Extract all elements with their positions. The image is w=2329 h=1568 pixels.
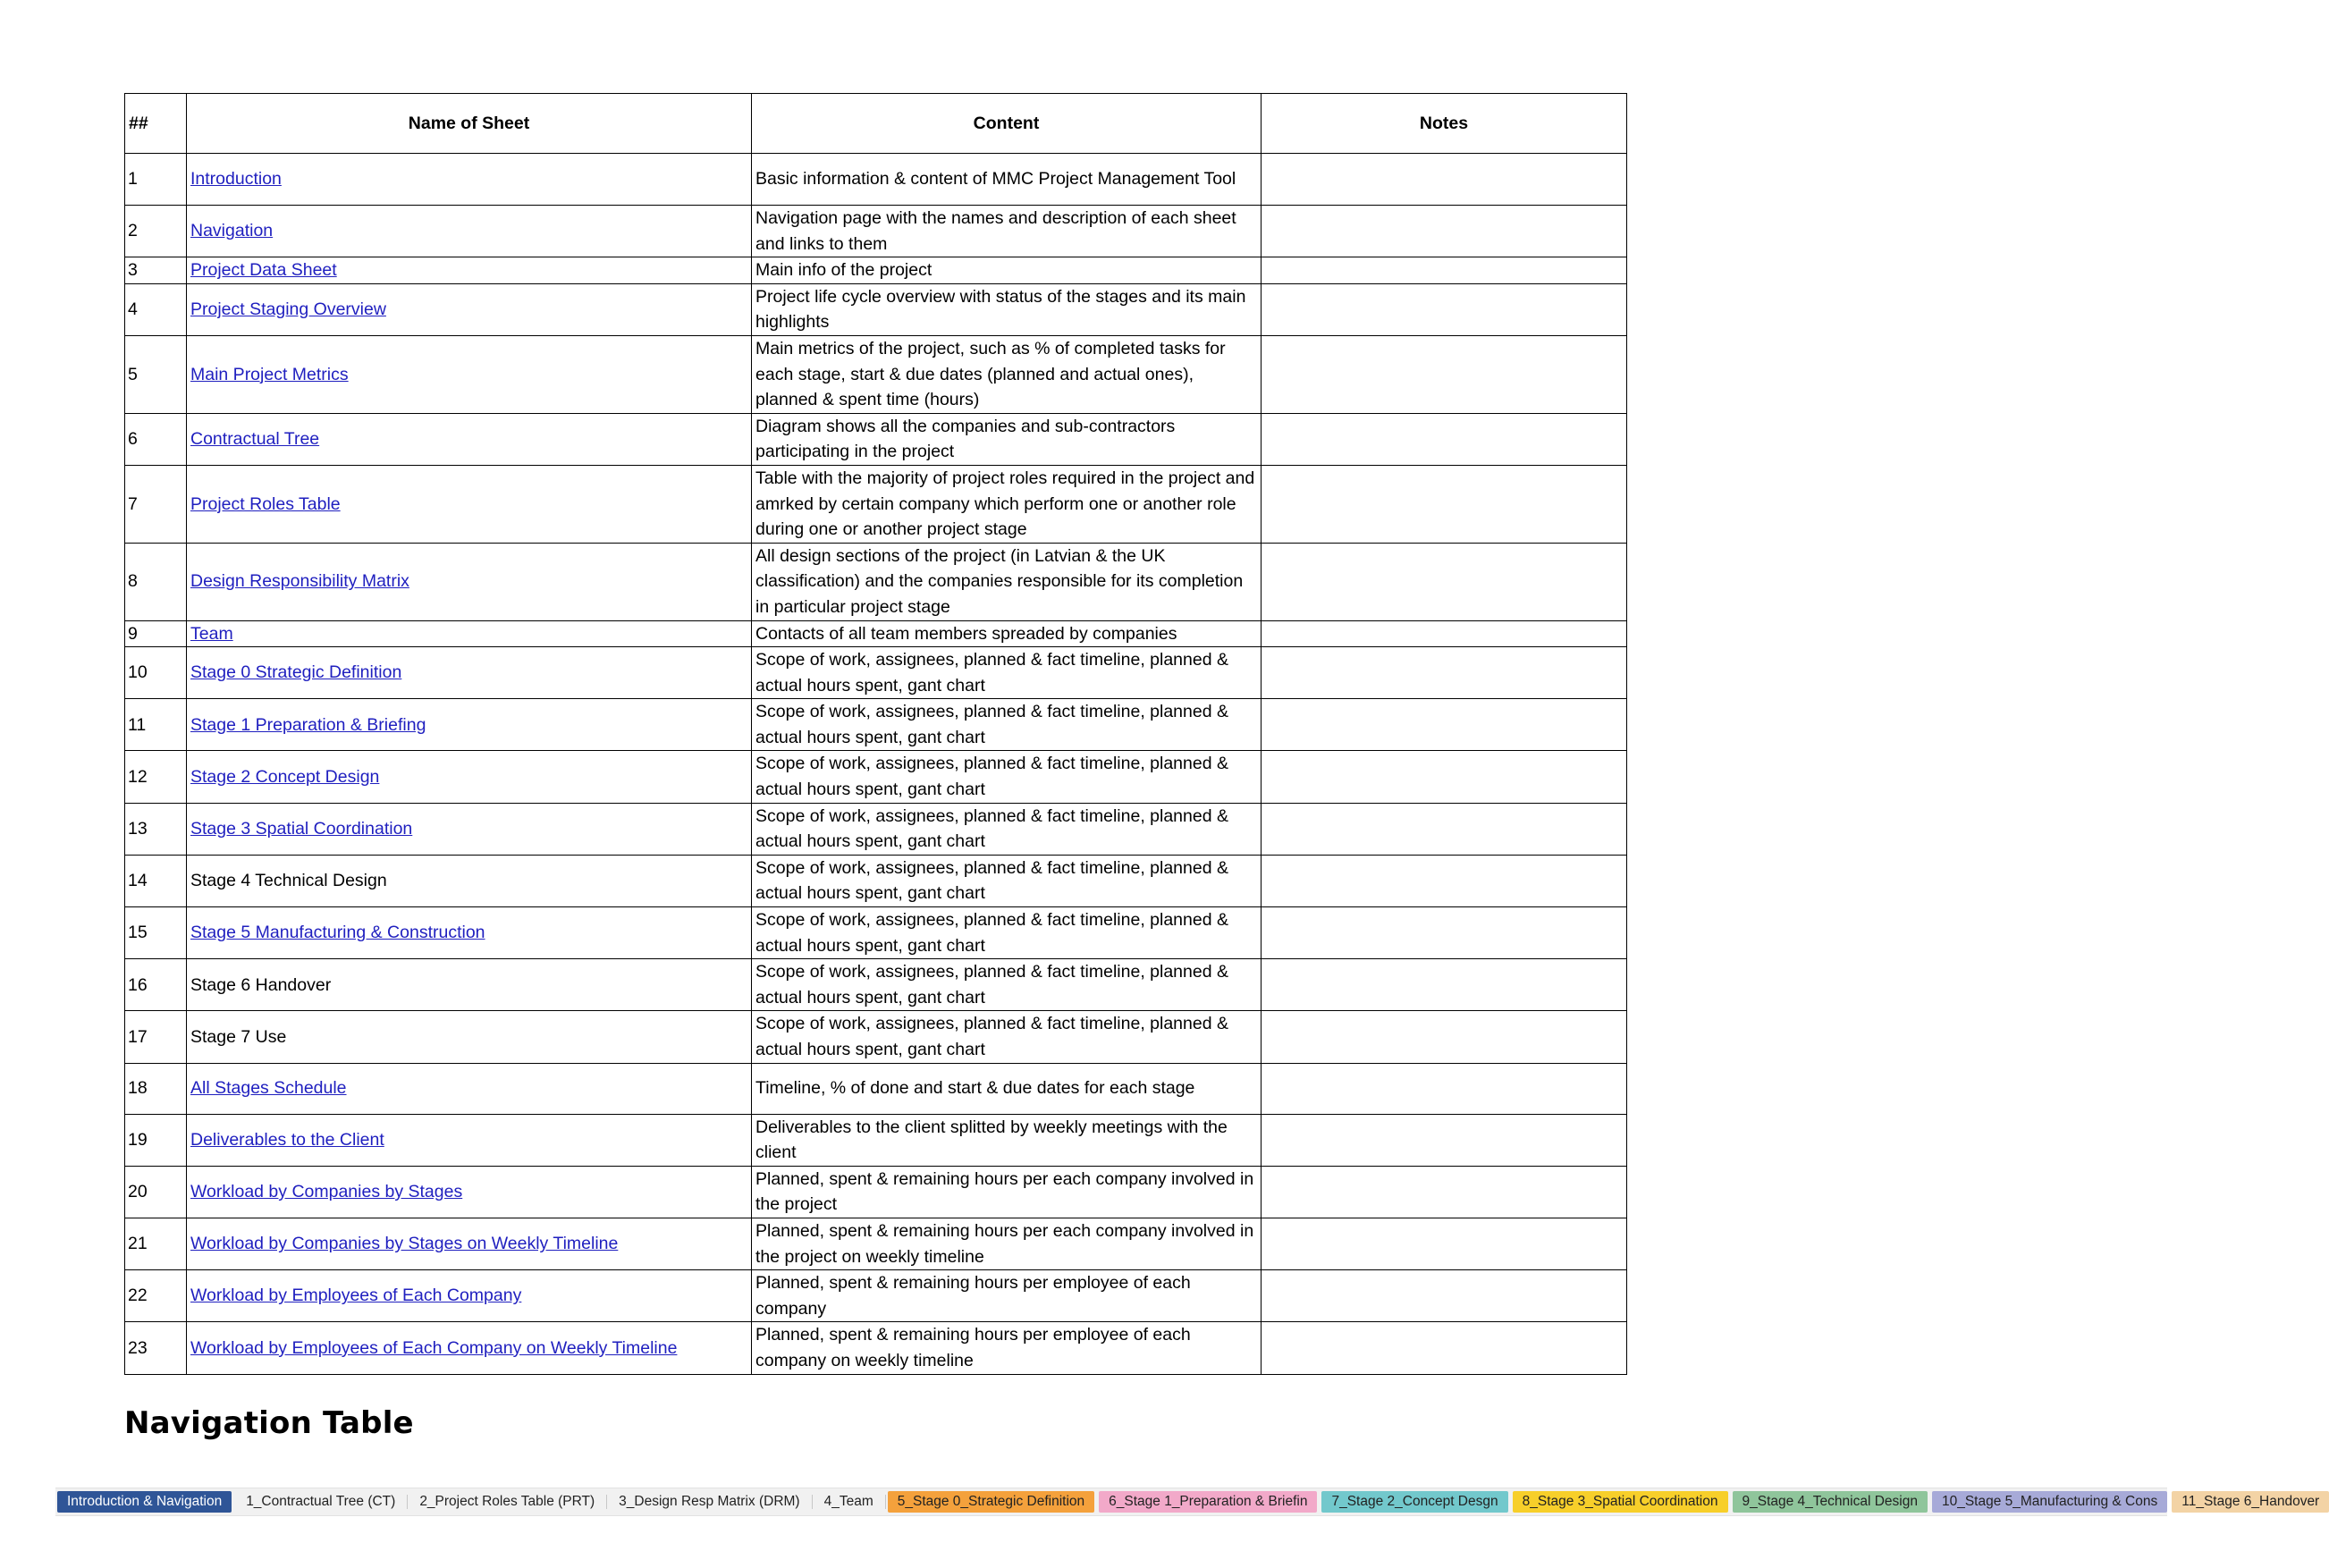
table-row bbox=[125, 1270, 1627, 1322]
table-row bbox=[125, 465, 1627, 543]
row-number: 16 bbox=[125, 959, 187, 1011]
notes-cell[interactable] bbox=[1262, 1322, 1627, 1374]
content-cell: Scope of work, assignees, planned & fact timeline, planned & actual hours spent, gant chart bbox=[752, 1011, 1262, 1063]
sheet-tab[interactable]: 1_Contractual Tree (CT) bbox=[236, 1491, 405, 1513]
sheet-tab[interactable]: 9_Stage 4_Technical Design bbox=[1733, 1491, 1928, 1513]
row-number: 19 bbox=[125, 1114, 187, 1166]
table-row bbox=[125, 855, 1627, 906]
header-number: ## bbox=[125, 94, 187, 154]
sheet-name-cell bbox=[187, 699, 752, 751]
content-cell: Planned, spent & remaining hours per employee of each company bbox=[752, 1270, 1262, 1322]
content-cell: Scope of work, assignees, planned & fact timeline, planned & actual hours spent, gant chart bbox=[752, 751, 1262, 803]
sheet-link[interactable]: Stage 0 Strategic Definition bbox=[190, 662, 402, 683]
sheet-link[interactable]: Team bbox=[190, 623, 233, 644]
notes-cell[interactable] bbox=[1262, 620, 1627, 647]
sheet-tab[interactable]: 6_Stage 1_Preparation & Briefin bbox=[1099, 1491, 1317, 1513]
sheet-tab[interactable]: 10_Stage 5_Manufacturing & Cons bbox=[1932, 1491, 2167, 1513]
sheet-tab[interactable]: 11_Stage 6_Handover bbox=[2172, 1491, 2329, 1513]
content-cell: Scope of work, assignees, planned & fact timeline, planned & actual hours spent, gant chart bbox=[752, 647, 1262, 699]
sheet-name-cell bbox=[187, 907, 752, 959]
sheet-name-cell bbox=[187, 154, 752, 206]
notes-cell[interactable] bbox=[1262, 543, 1627, 620]
row-number: 7 bbox=[125, 465, 187, 543]
content-cell: Navigation page with the names and description of each sheet and links to them bbox=[752, 206, 1262, 257]
row-number: 1 bbox=[125, 154, 187, 206]
notes-cell[interactable] bbox=[1262, 206, 1627, 257]
sheet-name-cell bbox=[187, 335, 752, 413]
notes-cell[interactable] bbox=[1262, 855, 1627, 906]
content-cell: Scope of work, assignees, planned & fact timeline, planned & actual hours spent, gant chart bbox=[752, 907, 1262, 959]
notes-cell[interactable] bbox=[1262, 283, 1627, 335]
sheet-name-cell bbox=[187, 647, 752, 699]
notes-cell[interactable] bbox=[1262, 154, 1627, 206]
row-number: 5 bbox=[125, 335, 187, 413]
table-row bbox=[125, 543, 1627, 620]
header-content: Content bbox=[752, 94, 1262, 154]
table-row bbox=[125, 413, 1627, 465]
table-header-row bbox=[125, 94, 1627, 154]
content-cell: Timeline, % of done and start & due dates for each stage bbox=[752, 1063, 1262, 1114]
row-number: 20 bbox=[125, 1166, 187, 1218]
sheet-link[interactable]: Stage 1 Preparation & Briefing bbox=[190, 714, 426, 735]
content-cell: Contacts of all team members spreaded by companies bbox=[752, 620, 1262, 647]
sheet-link[interactable]: Stage 2 Concept Design bbox=[190, 766, 380, 787]
sheet-tab[interactable]: 8_Stage 3_Spatial Coordination bbox=[1513, 1491, 1728, 1513]
sheet-name-cell bbox=[187, 206, 752, 257]
table-row bbox=[125, 907, 1627, 959]
notes-cell[interactable] bbox=[1262, 907, 1627, 959]
sheet-link[interactable]: Project Data Sheet bbox=[190, 260, 337, 281]
row-number: 2 bbox=[125, 206, 187, 257]
sheet-name-cell bbox=[187, 283, 752, 335]
content-cell: Table with the majority of project roles required in the project and amrked by certain company which perform one or another role during one or another project stage bbox=[752, 465, 1262, 543]
sheet-link[interactable]: Deliverables to the Client bbox=[190, 1129, 384, 1150]
sheet-link[interactable]: Introduction bbox=[190, 169, 282, 190]
sheet-link[interactable]: Project Staging Overview bbox=[190, 299, 386, 320]
notes-cell[interactable] bbox=[1262, 257, 1627, 284]
notes-cell[interactable] bbox=[1262, 1011, 1627, 1063]
table-row bbox=[125, 1114, 1627, 1166]
sheet-link[interactable]: Navigation bbox=[190, 221, 274, 241]
table-row bbox=[125, 803, 1627, 855]
table-row bbox=[125, 257, 1627, 284]
notes-cell[interactable] bbox=[1262, 647, 1627, 699]
sheet-tab[interactable]: 2_Project Roles Table (PRT) bbox=[409, 1491, 604, 1513]
sheet-tab[interactable]: 7_Stage 2_Concept Desgn bbox=[1321, 1491, 1507, 1513]
table-row bbox=[125, 283, 1627, 335]
table-row bbox=[125, 206, 1627, 257]
sheet-name-cell: Stage 6 Handover bbox=[187, 959, 752, 1011]
table-row bbox=[125, 699, 1627, 751]
notes-cell[interactable] bbox=[1262, 699, 1627, 751]
sheet-link[interactable]: Main Project Metrics bbox=[190, 364, 349, 384]
table-row bbox=[125, 620, 1627, 647]
sheet-tab-bar bbox=[55, 1488, 2320, 1516]
content-cell: Scope of work, assignees, planned & fact timeline, planned & actual hours spent, gant chart bbox=[752, 803, 1262, 855]
sheet-tab[interactable]: 3_Design Resp Matrix (DRM) bbox=[609, 1491, 809, 1513]
table-row bbox=[125, 647, 1627, 699]
content-cell: Scope of work, assignees, planned & fact timeline, planned & actual hours spent, gant chart bbox=[752, 959, 1262, 1011]
notes-cell[interactable] bbox=[1262, 1270, 1627, 1322]
row-number: 14 bbox=[125, 855, 187, 906]
row-number: 6 bbox=[125, 413, 187, 465]
table-row bbox=[125, 154, 1627, 206]
sheet-link[interactable]: Project Roles Table bbox=[190, 493, 341, 514]
row-number: 3 bbox=[125, 257, 187, 284]
header-name-of-sheet: Name of Sheet bbox=[187, 94, 752, 154]
sheet-name-cell: Stage 7 Use bbox=[187, 1011, 752, 1063]
sheet-name-cell bbox=[187, 1218, 752, 1269]
content-cell: All design sections of the project (in Latvian & the UK classification) and the companies responsible for its completion in particular project stage bbox=[752, 543, 1262, 620]
sheet-tab[interactable]: 5_Stage 0_Strategic Definition bbox=[888, 1491, 1094, 1513]
content-cell: Main info of the project bbox=[752, 257, 1262, 284]
sheet-name-cell bbox=[187, 803, 752, 855]
sheet-name-cell bbox=[187, 1166, 752, 1218]
table-row bbox=[125, 1011, 1627, 1063]
sheet-name-cell bbox=[187, 1322, 752, 1374]
sheet-link[interactable]: All Stages Schedule bbox=[190, 1078, 347, 1099]
notes-cell[interactable] bbox=[1262, 751, 1627, 803]
notes-cell[interactable] bbox=[1262, 1218, 1627, 1269]
sheet-link[interactable]: Workload by Companies by Stages bbox=[190, 1182, 463, 1202]
table-row bbox=[125, 1218, 1627, 1269]
sheet-link[interactable]: Design Responsibility Matrix bbox=[190, 571, 409, 592]
content-cell: Scope of work, assignees, planned & fact timeline, planned & actual hours spent, gant chart bbox=[752, 699, 1262, 751]
row-number: 8 bbox=[125, 543, 187, 620]
row-number: 11 bbox=[125, 699, 187, 751]
content-cell: Diagram shows all the companies and sub-contractors participating in the project bbox=[752, 413, 1262, 465]
content-cell: Main metrics of the project, such as % of completed tasks for each stage, start & due dates (planned and actual ones), planned & spent time (hours) bbox=[752, 335, 1262, 413]
notes-cell[interactable] bbox=[1262, 413, 1627, 465]
sheet-name-cell bbox=[187, 257, 752, 284]
row-number: 13 bbox=[125, 803, 187, 855]
notes-cell[interactable] bbox=[1262, 335, 1627, 413]
notes-cell[interactable] bbox=[1262, 959, 1627, 1011]
content-cell: Basic information & content of MMC Project Management Tool bbox=[752, 154, 1262, 206]
notes-cell[interactable] bbox=[1262, 1166, 1627, 1218]
row-number: 18 bbox=[125, 1063, 187, 1114]
sheet-tab[interactable]: Introduction & Navigation bbox=[57, 1491, 232, 1513]
row-number: 9 bbox=[125, 620, 187, 647]
content-cell: Planned, spent & remaining hours per each company involved in the project bbox=[752, 1166, 1262, 1218]
row-number: 21 bbox=[125, 1218, 187, 1269]
content-cell: Planned, spent & remaining hours per employee of each company on weekly timeline bbox=[752, 1322, 1262, 1374]
sheet-tab[interactable]: 4_Team bbox=[814, 1491, 883, 1513]
table-row bbox=[125, 1166, 1627, 1218]
row-number: 23 bbox=[125, 1322, 187, 1374]
content-cell: Deliverables to the client splitted by weekly meetings with the client bbox=[752, 1114, 1262, 1166]
sheet-name-cell bbox=[187, 1114, 752, 1166]
row-number: 10 bbox=[125, 647, 187, 699]
notes-cell[interactable] bbox=[1262, 1063, 1627, 1114]
notes-cell[interactable] bbox=[1262, 803, 1627, 855]
content-cell: Project life cycle overview with status of the stages and its main highlights bbox=[752, 283, 1262, 335]
table-row bbox=[125, 959, 1627, 1011]
sheet-name-cell bbox=[187, 543, 752, 620]
sheet-name-cell: Stage 4 Technical Design bbox=[187, 855, 752, 906]
navigation-table bbox=[124, 93, 1627, 1375]
sheet-link[interactable]: Workload by Employees of Each Company bbox=[190, 1286, 522, 1306]
row-number: 17 bbox=[125, 1011, 187, 1063]
sheet-link[interactable]: Stage 3 Spatial Coordination bbox=[190, 818, 413, 839]
sheet-name-cell bbox=[187, 620, 752, 647]
content-cell: Planned, spent & remaining hours per each company involved in the project on weekly timeline bbox=[752, 1218, 1262, 1269]
row-number: 4 bbox=[125, 283, 187, 335]
sheet-name-cell bbox=[187, 1063, 752, 1114]
row-number: 15 bbox=[125, 907, 187, 959]
row-number: 22 bbox=[125, 1270, 187, 1322]
table-row bbox=[125, 335, 1627, 413]
content-cell: Scope of work, assignees, planned & fact timeline, planned & actual hours spent, gant chart bbox=[752, 855, 1262, 906]
sheet-name-cell bbox=[187, 751, 752, 803]
sheet-link[interactable]: Contractual Tree bbox=[190, 429, 320, 450]
sheet-link[interactable]: Workload by Companies by Stages on Weekly Timeline bbox=[190, 1234, 619, 1254]
notes-cell[interactable] bbox=[1262, 465, 1627, 543]
row-number: 12 bbox=[125, 751, 187, 803]
sheet-name-cell bbox=[187, 1270, 752, 1322]
sheet-link[interactable]: Workload by Employees of Each Company on Weekly Timeline bbox=[190, 1337, 678, 1358]
header-notes: Notes bbox=[1262, 94, 1627, 154]
table-row bbox=[125, 1063, 1627, 1114]
table-row bbox=[125, 751, 1627, 803]
page-title: Navigation Table bbox=[124, 1405, 414, 1441]
sheet-name-cell bbox=[187, 465, 752, 543]
sheet-name-cell bbox=[187, 413, 752, 465]
table-row bbox=[125, 1322, 1627, 1374]
sheet-link[interactable]: Stage 5 Manufacturing & Construction bbox=[190, 923, 485, 943]
notes-cell[interactable] bbox=[1262, 1114, 1627, 1166]
